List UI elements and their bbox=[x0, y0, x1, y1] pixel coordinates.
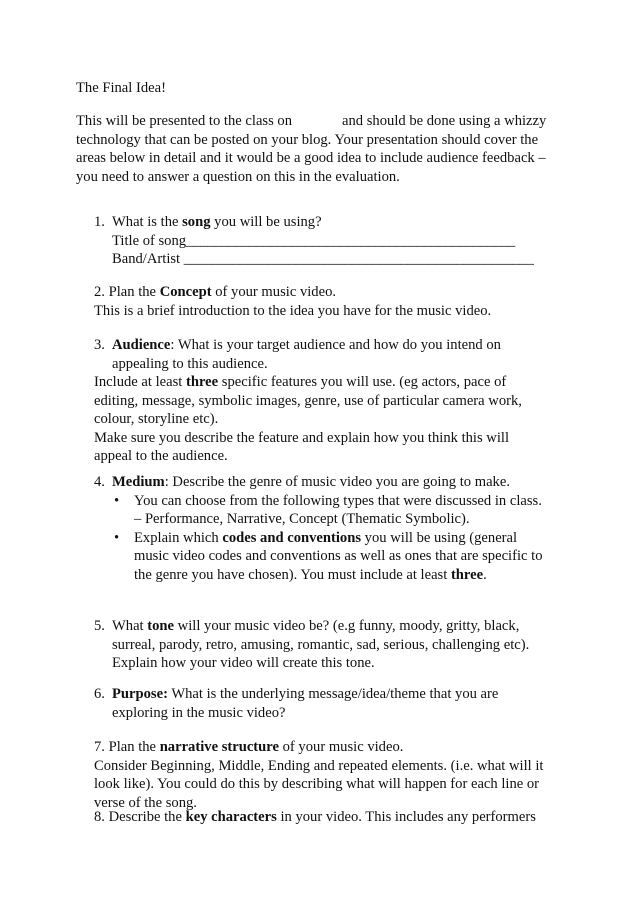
section-song: 1. What is the song you will be using? Title of song_______________________________________________ Band/Artist __________________________________________________ bbox=[94, 213, 574, 269]
intro-paragraph bbox=[76, 112, 576, 186]
keyword: three bbox=[450, 566, 484, 583]
band-artist-line: Band/Artist __________________________________________________ bbox=[112, 251, 534, 267]
bullet-item: • You can choose from the following types that were discussed in class. – Performance, Narrative, Concept (Thematic Symbolic). bbox=[114, 492, 542, 527]
band-artist-blank: __________________________________________________ bbox=[183, 251, 534, 267]
bullet-icon: • bbox=[114, 529, 120, 546]
intro-text: This will be presented to the class on bbox=[76, 113, 293, 129]
keyword: codes and conventions bbox=[222, 529, 362, 546]
section-characters: 8. Describe the key characters in your video. This includes any performers bbox=[94, 809, 536, 825]
intro-text: and should be done using a whizzy bbox=[342, 113, 547, 129]
item-number: 3. bbox=[94, 337, 105, 353]
bullet-icon: • bbox=[114, 492, 120, 509]
section-narrative: 7. Plan the narrative structure of your music video. Consider Beginning, Middle, Ending and repeated elements. (i.e. what will it look like). You could do this by describing what will happen for each line or verse of the song. bbox=[94, 739, 544, 811]
item-number: 8. bbox=[94, 809, 105, 825]
item-number: 4. bbox=[94, 474, 105, 490]
intro-text: you need to answer a question on this in the evaluation. bbox=[76, 168, 400, 185]
keyword: three bbox=[185, 374, 219, 390]
keyword: narrative structure bbox=[159, 739, 279, 755]
item-number: 7. bbox=[94, 739, 105, 755]
bullet-item: • Explain which codes and conventions you will be using (general music video codes and conventions as well as ones that are specific to the genre you have chosen). You must include at least three. bbox=[114, 529, 543, 583]
page-title: The Final Idea! bbox=[76, 80, 166, 96]
section-concept: 2. Plan the Concept of your music video. This is a brief introduction to the idea you have for the music video. bbox=[94, 284, 492, 319]
section-purpose: 6. Purpose: What is the underlying message/idea/theme that you are exploring in the music video? bbox=[94, 686, 499, 721]
keyword: Purpose: bbox=[112, 686, 168, 702]
section-audience: 3. Audience: What is your target audience and how do you intend on appealing to this audience. Include at least three specific features you will use. (eg actors, pace of editing, message, symbolic images, genre, use of particular camera work, colour, storyline etc). Make sure you describe the feature and explain how you think this will appeal to the audience. bbox=[94, 337, 522, 464]
keyword: song bbox=[182, 214, 211, 230]
keyword: Medium bbox=[112, 474, 165, 490]
song-title-line: Title of song_______________________________________________ bbox=[112, 232, 515, 249]
item-number: 2. bbox=[94, 284, 105, 300]
item-number: 6. bbox=[94, 686, 105, 702]
section-medium: 4. Medium: Describe the genre of music video you are going to make. • You can choose from the following types that were discussed in class. – Performance, Narrative, Concept (Thematic Symbolic). • Explain which codes and conventions you will be using (general music video codes and conventions as well as ones that are specific to the genre you have chosen). You must include at least three. bbox=[94, 473, 574, 584]
keyword: key characters bbox=[185, 809, 277, 825]
intro-text: areas below in detail and it would be a good idea to include audience feedback – bbox=[76, 150, 546, 166]
keyword: tone bbox=[147, 618, 175, 634]
item-number: 5. bbox=[94, 618, 105, 634]
keyword: Audience bbox=[112, 337, 171, 353]
section-tone: 5. What tone will your music video be? (e.g funny, moody, gritty, black, surreal, parody, retro, amusing, romantic, sad, serious, challenging etc). Explain how your video will create this tone. bbox=[94, 618, 530, 671]
keyword: Concept bbox=[159, 284, 212, 300]
item-number: 1. bbox=[94, 214, 105, 230]
song-title-blank: _______________________________________________ bbox=[186, 232, 515, 249]
intro-text: technology that can be posted on your blog. Your presentation should cover the bbox=[76, 131, 539, 148]
